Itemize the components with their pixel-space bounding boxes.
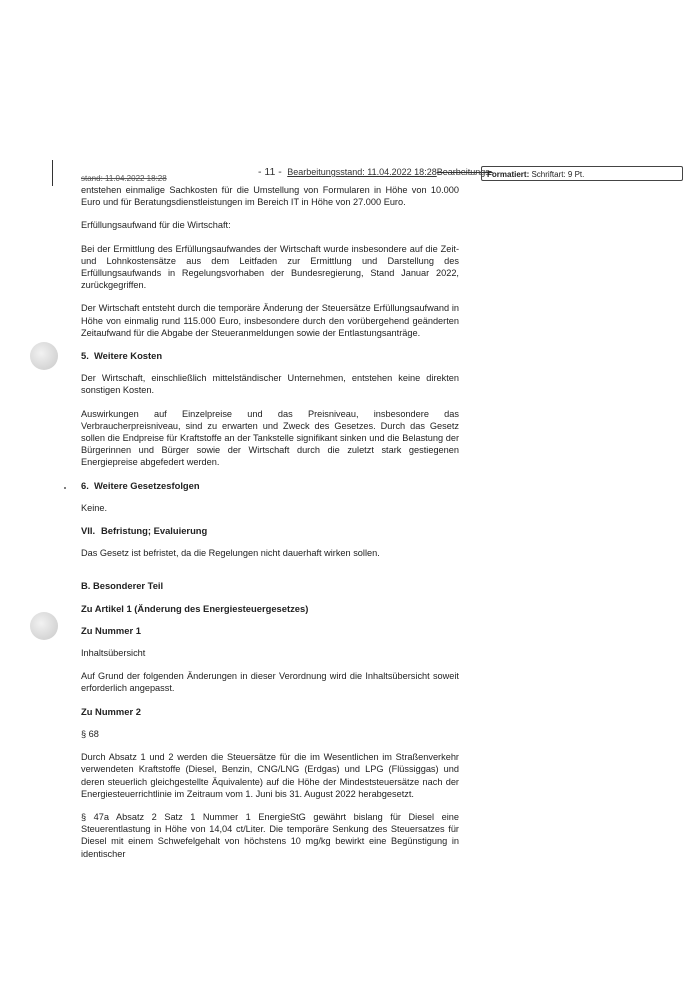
paragraph: Durch Absatz 1 und 2 werden die Steuersätze für die im Wesentlichen im Straßenverkehr verwendeten Kraftstoffe (Diesel, Benzin, CNG/LNG (Erdgas) und LPG (Flüssiggas) und deren steuerlich gleichgestellte Äquivalente) auf die Höhe der Mindeststeuersätze nach der Energiesteuerrichtlinie im Zeitraum vom 1. Juni bis 31. August 2022 herabgesetzt. (81, 752, 459, 799)
deleted-stand-text[interactable]: stand: 11.04.2022 18:28 (81, 174, 167, 183)
inserted-revision-text[interactable]: Bearbeitungsstand: 11.04.2022 18:28 (287, 167, 437, 177)
comment-connector (452, 174, 482, 175)
paragraph: Erfüllungsaufwand für die Wirtschaft: (81, 220, 231, 231)
heading-number-1: Zu Nummer 1 (81, 624, 141, 636)
heading-number-2: Zu Nummer 2 (81, 705, 141, 717)
paragraph: § 47a Absatz 2 Satz 1 Nummer 1 EnergieStG gewährt bislang für Diesel eine Steuerentlastung in Höhe von 14,04 ct/Liter. Die temporäre Senkung des Steuersatzes für Diesel mit einem Schwefelgehalt von höchstens 10 mg/kg bewirkt eine Begünstigung in identischer (81, 811, 459, 859)
paragraph: entstehen einmalige Sachkosten für die Umstellung von Formularen in Höhe von 10.000 Euro und für Beratungsdienstleistungen im Bereich IT in Höhe von 27.000 Euro. (81, 185, 459, 208)
document-body (81, 184, 459, 871)
paragraph: Keine. (81, 502, 108, 513)
change-bar (52, 160, 53, 186)
deleted-revision-text[interactable]: Bearbeitungs- (436, 167, 493, 177)
section-heading-b: B. Besonderer Teil (81, 580, 164, 592)
format-comment-balloon[interactable] (481, 166, 683, 181)
paragraph: § 68 (81, 728, 99, 739)
section-heading-vii: VII. Befristung; Evaluierung (81, 525, 208, 537)
paragraph: Der Wirtschaft, einschließlich mittelständischer Unternehmen, entstehen keine direkten sonstigen Kosten. (81, 373, 459, 396)
bullet-mark (64, 487, 66, 489)
paragraph: Bei der Ermittlung des Erfüllungsaufwandes der Wirtschaft wurde insbesondere auf die Zeit- und Lohnkostensätze aus dem Leitfaden zur Ermittlung und Darstellung des Erfüllungsaufwands in Regelungsvorhaben der Bundesregierung, Stand Januar 2022, zurückgegriffen. (81, 243, 459, 291)
page-number: - 11 - (258, 166, 282, 178)
section-heading-5: 5. Weitere Kosten (81, 350, 163, 362)
paragraph: Inhaltsübersicht (81, 648, 146, 659)
paragraph: Auf Grund der folgenden Änderungen in dieser Verordnung wird die Inhaltsübersicht soweit erforderlich angepasst. (81, 671, 459, 694)
section-heading-6: 6. Weitere Gesetzesfolgen (81, 479, 200, 491)
comment-label: Formatiert: (487, 170, 530, 179)
paragraph: Der Wirtschaft entsteht durch die temporäre Änderung der Steuersätze Erfüllungsaufwand in Höhe von einmalig rund 115.000 Euro, insbesondere durch den vorübergehend geänderten Zeitaufwand für die Abgabe der Steueranmeldungen sowie der Entlastungsanträge. (81, 303, 459, 338)
paragraph: Das Gesetz ist befristet, da die Regelungen nicht dauerhaft wirken sollen. (81, 548, 380, 559)
punch-hole (30, 342, 58, 370)
paragraph: Auswirkungen auf Einzelpreise und das Preisniveau, insbesondere das Verbraucherpreisniveau, sind zu erwarten und Zweck des Gesetzes. Durch das Gesetz sollen die Endpreise für Kraftstoffe an der Tankstelle signifikant sinken und die Belastung der Bürgerinnen und Bürger sowie der Wirtschaft durch die zuletzt stark gestiegenen Energiepreise abgefedert werden. (81, 408, 459, 468)
page-header (258, 166, 493, 178)
comment-text: Schriftart: 9 Pt. (531, 170, 585, 179)
heading-article-1: Zu Artikel 1 (Änderung des Energiesteuergesetzes) (81, 602, 309, 614)
punch-hole (30, 612, 58, 640)
